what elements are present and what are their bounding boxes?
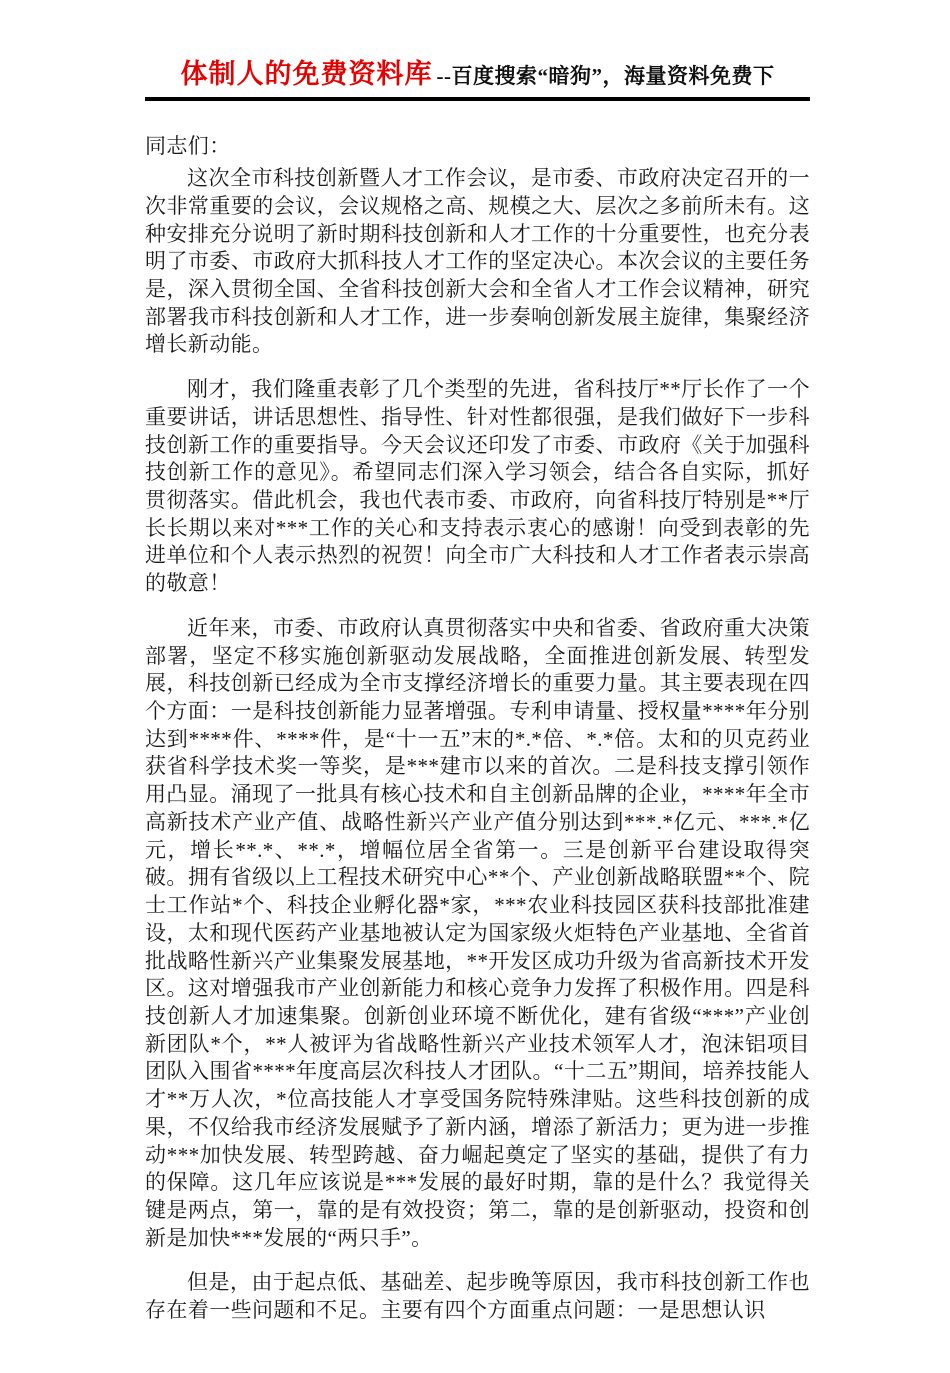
paragraph-2: 刚才，我们隆重表彰了几个类型的先进，省科技厅**厅长作了一个重要讲话，讲话思想性、指导性、针对性都很强，是我们做好下一步科技创新工作的重要指导。今天会议还印发了市委、市政府《关于加强科技创新工作的意见》。希望同志们深入学习领会，结合各自实际，抓好贯彻落实。借此机会，我也代表市委、市政府，向省科技厅特别是**厅长长期以来对***工作的关心和支持表示衷心的感谢！向受到表彰的先进单位和个人表示热烈的祝贺！向全市广大科技和人才工作者表示崇高的敬意！ [145,377,810,596]
paragraph-3: 近年来，市委、市政府认真贯彻落实中央和省委、省政府重大决策部署，坚定不移实施创新驱动发展战略，全面推进创新发展、转型发展，科技创新已经成为全市支撑经济增长的重要力量。其主要表现在四个方面：一是科技创新能力显著增强。专利申请量、授权量****年分别达到****件、****件，是“十一五”末的*.*倍、*.*倍。太和的贝克药业获省科学技术奖一等奖，是***建市以来的首次。二是科技支撑引领作用凸显。涌现了一批具有核心技术和自主创新品牌的企业，****年全市高新技术产业产值、战略性新兴产业产值分别达到***.*亿元、***.*亿元，增长**.*、**.*，增幅位居全省第一。三是创新平台建设取得突破。拥有省级以上工程技术研究中心**个、产业创新战略联盟**个、院士工作站*个、科技企业孵化器*家，***农业科技园区获科技部批准建设，太和现代医药产业基地被认定为国家级火炬特色产业基地、全省首批战略性新兴产业集聚发展基地，**开发区成功升级为省高新技术开发区。这对增强我市产业创新能力和核心竞争力发挥了积极作用。四是科技创新人才加速集聚。创新创业环境不断优化，建有省级“***”产业创新团队*个，**人被评为省战略性新兴产业技术领军人才，泡沫铝项目团队入围省****年度高层次科技人才团队。“十二五”期间，培养技能人才**万人次，*位高技能人才享受国务院特殊津贴。这些科技创新的成果，不仅给我市经济发展赋予了新内涵，增添了新活力；更为进一步推动***加快发展、转型跨越、奋力崛起奠定了坚实的基础，提供了有力的保障。这几年应该说是***发展的最好时期，靠的是什么？我觉得关键是两点，第一，靠的是有效投资；第二，靠的是创新驱动，投资和创新是加快***发展的“两只手”。 [145,615,810,1250]
watermark-header [145,58,810,90]
paragraph-4: 但是，由于起点低、基础差、起步晚等原因，我市科技创新工作也存在着一些问题和不足。主要有四个方面重点问题：一是思想认识 [145,1270,810,1323]
header-divider [145,97,810,101]
salutation: 同志们： [145,134,231,159]
document-body [145,133,810,1324]
paragraph-1: 这次全市科技创新暨人才工作会议，是市委、市政府决定召开的一次非常重要的会议，会议规格之高、规模之大、层次之多前所未有。这种安排充分说明了新时期科技创新和人才工作的十分重要性，也充分表明了市委、市政府大抓科技人才工作的坚定决心。本次会议的主要任务是，深入贯彻全国、全省科技创新大会和全省人才工作会议精神，研究部署我市科技创新和人才工作，进一步奏响创新发展主旋律，集聚经济增长新动能。 [145,166,810,357]
site-tagline-text: --百度搜索“暗狗”，海量资料免费下 [436,64,775,88]
site-brand-text: 体制人的免费资料库 [180,59,433,89]
